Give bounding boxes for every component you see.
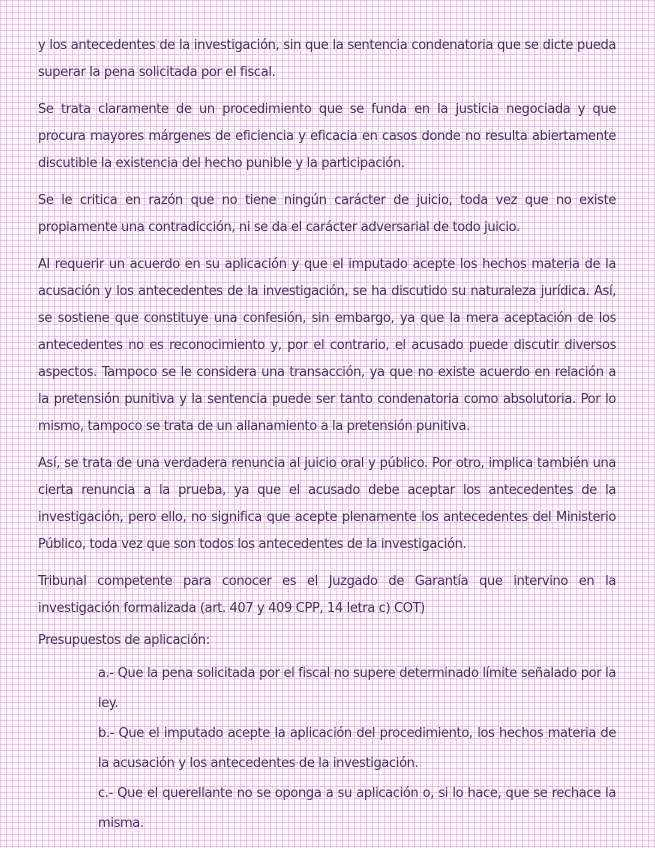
requirements-list <box>38 659 616 839</box>
paragraph-negotiated-justice: Se trata claramente de un procedimiento que se funda en la justicia negociada y que procura mayores márgenes de eficiencia y eficacia en casos donde no resulta abiertamente discutible la existencia del hecho punible y la participación. <box>38 102 616 171</box>
paragraph-criticism: Se le critica en razón que no tiene ningún carácter de juicio, toda vez que no existe propiamente una contradicción, ni se da el carácter adversarial de todo juicio. <box>38 193 616 235</box>
paragraph-competent-court: Tribunal competente para conocer es el Juzgado de Garantía que intervino en la investigación formalizada (art. 407 y 409 CPP, 14 letra c) COT) <box>38 574 616 616</box>
heading-requirements: Presupuestos de aplicación: <box>38 633 210 648</box>
list-item: a.- Que la pena solicitada por el fiscal no supere determinado límite señalado por la ley. <box>98 666 616 711</box>
list-item: c.- Que el querellante no se oponga a su aplicación o, si lo hace, que se rechace la misma. <box>98 786 616 831</box>
handwritten-notes-page <box>38 32 616 839</box>
paragraph-legal-nature: Al requerir un acuerdo en su aplicación y que el imputado acepte los hechos materia de la acusación y los antecedentes de la investigación, se ha discutido su naturaleza jurídica. Así, se sostiene que constituye una confesión, sin embargo, ya que la mera aceptación de los antecedentes no es reconocimiento y, por el contrario, el acusado puede discutir diversos aspectos. Tampoco se le considera una transacción, ya que no existe acuerdo en relación a la pretensión punitiva y la sentencia puede ser tanto condenatoria como absolutoria. Por lo mismo, tampoco se trata de un allanamiento a la pretensión punitiva. <box>38 257 616 434</box>
list-item: b.- Que el imputado acepte la aplicación del procedimiento, los hechos materia de la acusación y los antecedentes de la investigación. <box>98 726 616 771</box>
paragraph-waiver: Así, se trata de una verdadera renuncia al juicio oral y público. Por otro, implica también una cierta renuncia a la prueba, ya que el acusado debe aceptar los antecedentes de la investigación, pero ello, no significa que acepte plenamente los antecedentes del Ministerio Público, toda vez que son todos los antecedentes de la investigación. <box>38 456 616 552</box>
paragraph-sentence-limit: y los antecedentes de la investigación, sin que la sentencia condenatoria que se dicte pueda superar la pena solicitada por el fiscal. <box>38 38 616 80</box>
